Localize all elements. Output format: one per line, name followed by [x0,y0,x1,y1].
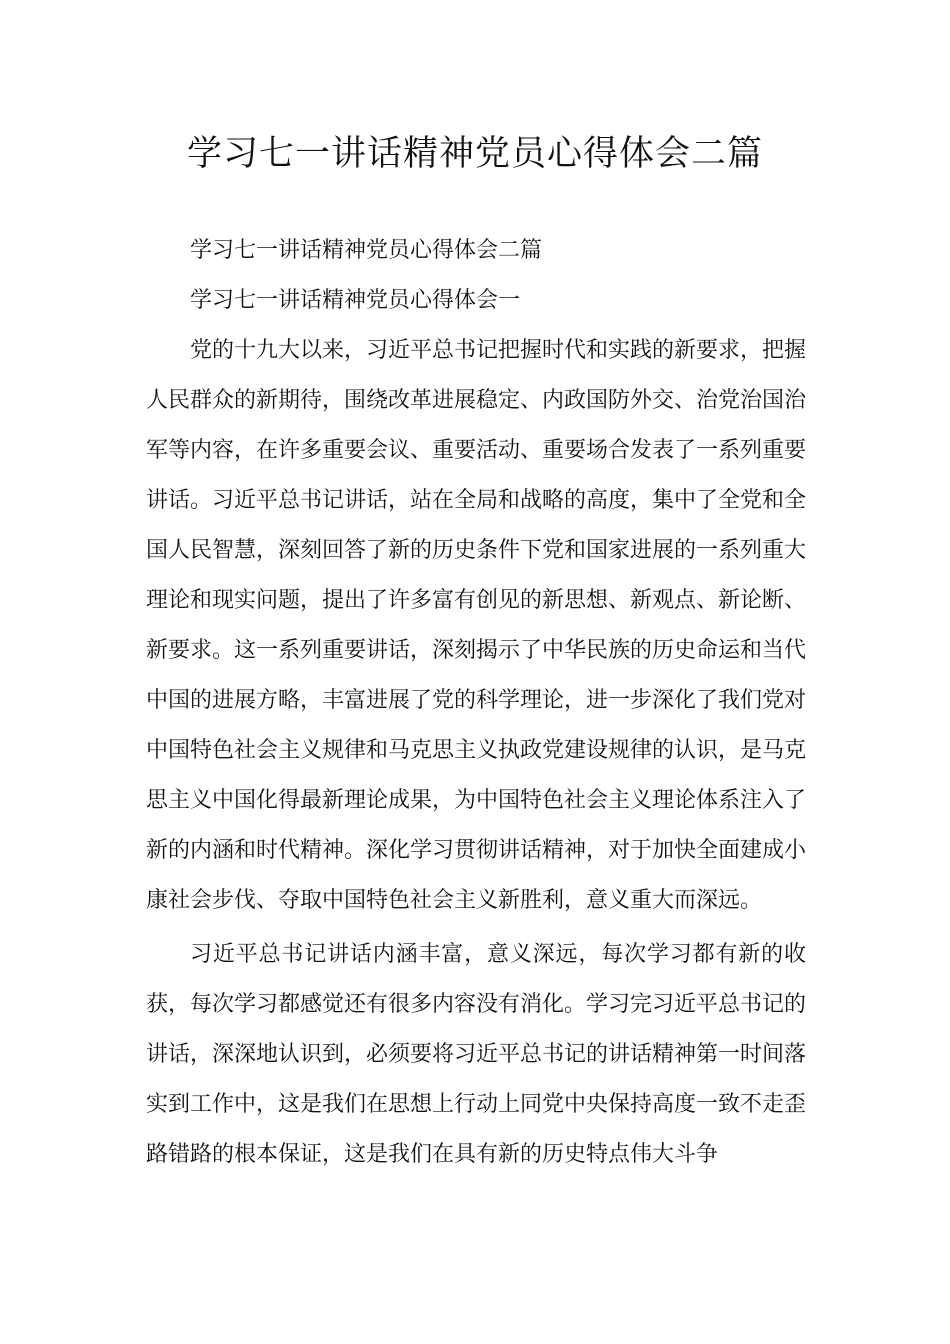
subheading-collection-title: 学习七一讲话精神党员心得体会二篇 [190,238,543,263]
body-paragraph-1: 党的十九大以来，习近平总书记把握时代和实践的新要求，把握人民群众的新期待，围绕改革进展稳定、内政国防外交、治党治国治军等内容，在许多重要会议、重要活动、重要场合发表了一系列重要讲话。习近平总书记讲话，站在全局和战略的高度，集中了全党和全国人民智慧，深刻回答了新的历史条件下党和国家进展的一系列重大理论和现实问题，提出了许多富有创见的新思想、新观点、新论断、新要求。这一系列重要讲话，深刻揭示了中华民族的历史命运和当代中国的进展方略，丰富进展了党的科学理论，进一步深化了我们党对中国特色社会主义规律和马克思主义执政党建设规律的认识，是马克思主义中国化得最新理论成果，为中国特色社会主义理论体系注入了新的内涵和时代精神。深化学习贯彻讲话精神，对于加快全面建成小康社会步伐、夺取中国特色社会主义新胜利，意义重大而深远。 [146,338,807,913]
body-paragraph-2: 习近平总书记讲话内涵丰富，意义深远，每次学习都有新的收获，每次学习都感觉还有很多内容没有消化。学习完习近平总书记的讲话，深深地认识到，必须要将习近平总书记的讲话精神第一时间落实到工作中，这是我们在思想上行动上同党中央保持高度一致不走歪路错路的根本保证，这是我们在具有新的历史特点伟大斗争 [146,942,807,1167]
document-body [146,226,806,1180]
subheading-article-one: 学习七一讲话精神党员心得体会一 [190,288,521,313]
document-title: 学习七一讲话精神党员心得体会二篇 [186,134,763,174]
